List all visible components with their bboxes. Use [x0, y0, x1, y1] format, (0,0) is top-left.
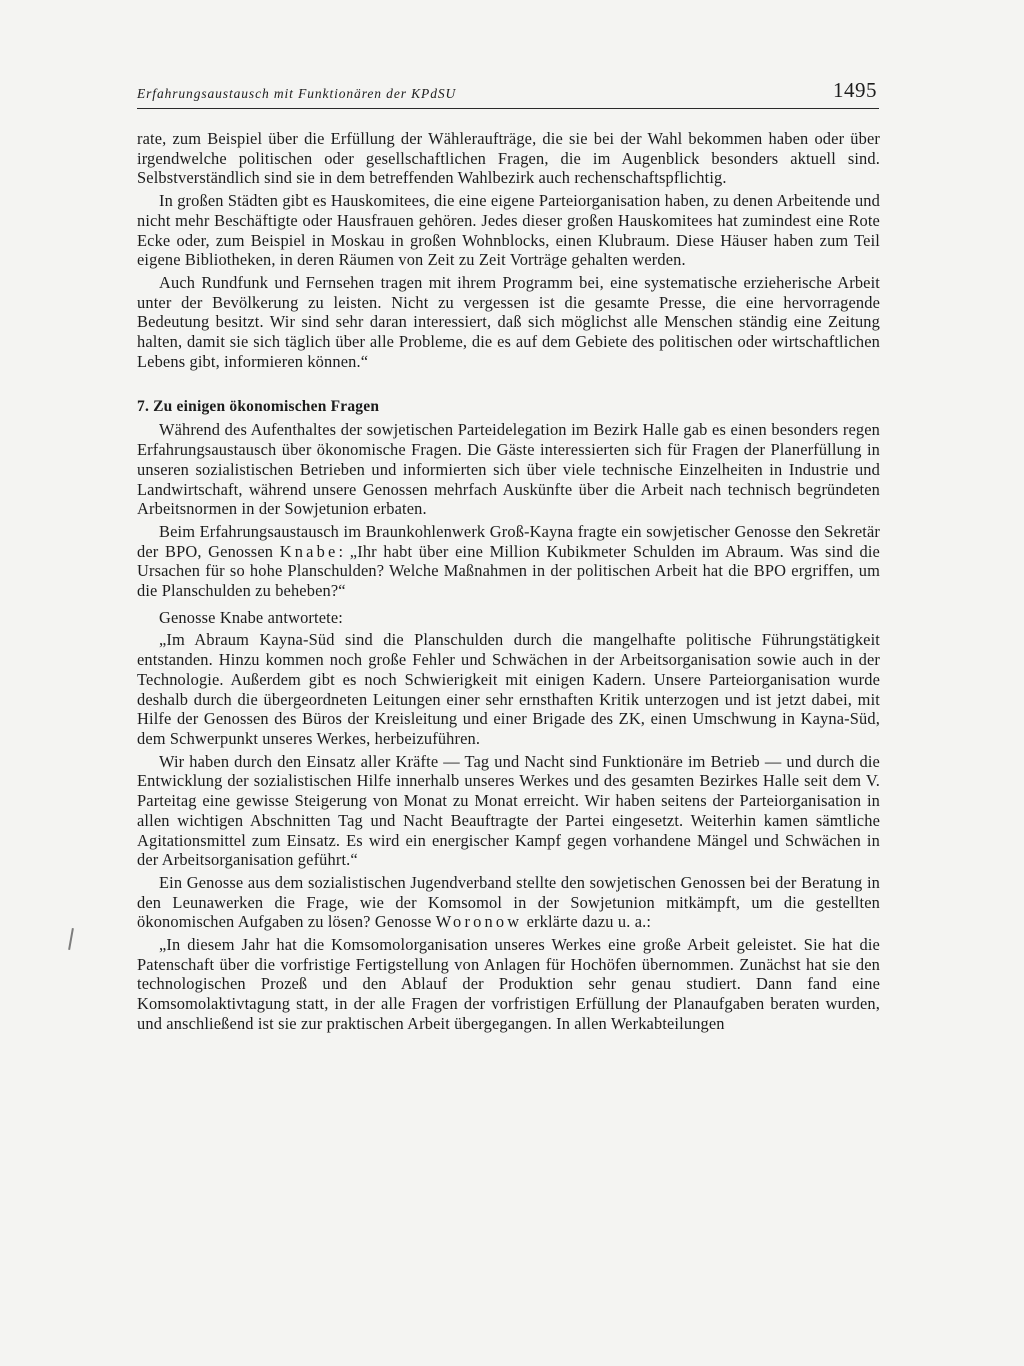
running-header	[137, 78, 879, 108]
paragraph-8: Wir haben durch den Einsatz aller Kräfte — Tag und Nacht sind Funktionäre im Betrieb — und durch die Entwicklung der sozialistischen Hilfe innerhalb unseres Werkes und des gesamten Bezirkes Halle seit dem V. Parteitag eine gewisse Steigerung von Monat zu Monat erreicht. Wir haben seitens der Parteiorganisation in allen wichtigen Abschnitten Tag und Nacht Beauftragte der Partei eingesetzt. Weiterhin kamen sämtliche Agitationsmittel zum Einsatz. Es wird ein energischer Kampf gegen vorhandene Mängel und Schwächen in der Arbeitsorganisation geführt.“	[137, 751, 880, 870]
section-heading: 7. Zu einigen ökonomischen Fragen	[137, 398, 380, 416]
paragraph-9	[137, 873, 880, 932]
paragraph-6: Genosse Knabe antwortete:	[159, 607, 343, 627]
paragraph-9-text-a: Ein Genosse aus dem sozialistischen Jugendverband stellte den sowjetischen Genossen bei der Beratung in den Leunawerken die Frage, wie der Komsomol in der Sowjetunion mitkämpft, um die gestellten ökonomischen Aufgaben zu lösen? Genosse	[137, 872, 880, 932]
spaced-name-knabe: Knabe	[279, 541, 339, 561]
header-rule	[137, 108, 879, 109]
paragraph-2: In großen Städten gibt es Hauskomitees, die eine eigene Parteiorganisation haben, zu denen Arbeitende und nicht mehr Beschäftigte oder Hausfrauen gehören. Jedes dieser großen Hauskomitees hat zumindest eine Rote Ecke oder, zum Beispiel in Moskau in großen Wohnblocks, einen Klubraum. Diese Häuser haben zum Teil eigene Bibliotheken, in deren Räumen von Zeit zu Zeit Vorträge gehalten werden.	[137, 191, 880, 270]
paragraph-9-text-b: erklärte dazu u. a.:	[522, 912, 652, 932]
paragraph-10: „In diesem Jahr hat die Komsomolorganisation unseres Werkes eine große Arbeit geleistet. Sie hat die Patenschaft über die vorfristige Fertigstellung von Anlagen für Hochöfen übernommen. Zunächst hat sie den technologischen Prozeß und den Ablauf der Produktion sehr genau studiert. Dann fand eine Komsomolaktivtagung statt, in der alle Fragen der vorfristigen Erfüllung der Planaufgaben beraten wurden, und anschließend ist sie zur praktischen Arbeit übergegangen. In allen Werkabteilungen	[137, 935, 880, 1033]
paragraph-1: rate, zum Beispiel über die Erfüllung der Wähleraufträge, die sie bei der Wahl bekommen haben oder über irgendwelche politischen oder gesellschaftlichen Fragen, die im Augenblick besonders aktuell sind. Selbstverständlich sind sie in dem betreffenden Wahlbezirk auch rechenschaftspflichtig.	[137, 129, 880, 188]
margin-pencil-mark	[68, 928, 74, 950]
paragraph-3: Auch Rundfunk und Fernsehen tragen mit ihrem Programm bei, eine systematische erzieherische Arbeit unter der Bevölkerung zu leisten. Nicht zu vergessen ist die gesamte Presse, die eine hervorragende Bedeutung besitzt. Wir sind sehr daran interessiert, daß sich möglichst alle Menschen ständig eine Zeitung halten, damit sie sich täglich über alle Probleme, die es auf dem Gebiete des politischen oder wirtschaftlichen Lebens gibt, informieren können.“	[137, 272, 880, 371]
paragraph-7: „Im Abraum Kayna-Süd sind die Planschulden durch die mangelhafte politische Führungstätigkeit entstanden. Hinzu kommen noch große Fehler und Schwächen in der Arbeitsorganisation sowie auch in der Technologie. Außerdem gibt es noch Schwierigkeit mit einigen Kadern. Unsere Parteiorganisation wurde deshalb durch die übergeordneten Leitungen einer sehr ernsthaften Kritik unterzogen und ist jetzt dabei, mit Hilfe der Genossen des Büros der Kreisleitung und einer Brigade des ZK, einen Umschwung in Kayna-Süd, dem Schwerpunkt unseres Werkes, herbeizuführen.	[137, 630, 880, 748]
paragraph-4: Während des Aufenthaltes der sowjetischen Parteidelegation im Bezirk Halle gab es einen besonders regen Erfahrungsaustausch über ökonomische Fragen. Die Gäste interessierten sich für Fragen der Planerfüllung in unseren sozialistischen Betrieben und informierten sich über viele technische Einzelheiten in Industrie und Landwirtschaft, während unsere Genossen mehrfach Auskünfte über die Arbeit nach technisch begründeten Arbeitsnormen in der Sowjetunion erbaten.	[137, 420, 880, 519]
paragraph-5	[137, 522, 880, 601]
running-title: Erfahrungsaustausch mit Funktionären der KPdSU	[137, 86, 457, 101]
spaced-name-woronow: Woronow	[435, 912, 523, 932]
body-text	[137, 129, 880, 1034]
paragraph-5-text-b: : „Ihr habt über eine Million Kubikmeter Schulden im Abraum. Was sind die Ursachen für so hohe Planschulden? Welche Maßnahmen in der politischen Arbeit hat die BPO ergriffen, um die Planschulden zu beheben?“	[137, 541, 880, 601]
paragraph-5-text-a: Beim Erfahrungsaustausch im Braunkohlenwerk Groß-Kayna fragte ein sowjetischer Genosse den Sekretär der BPO, Genossen	[137, 521, 880, 561]
page-number: 1495	[833, 78, 877, 102]
